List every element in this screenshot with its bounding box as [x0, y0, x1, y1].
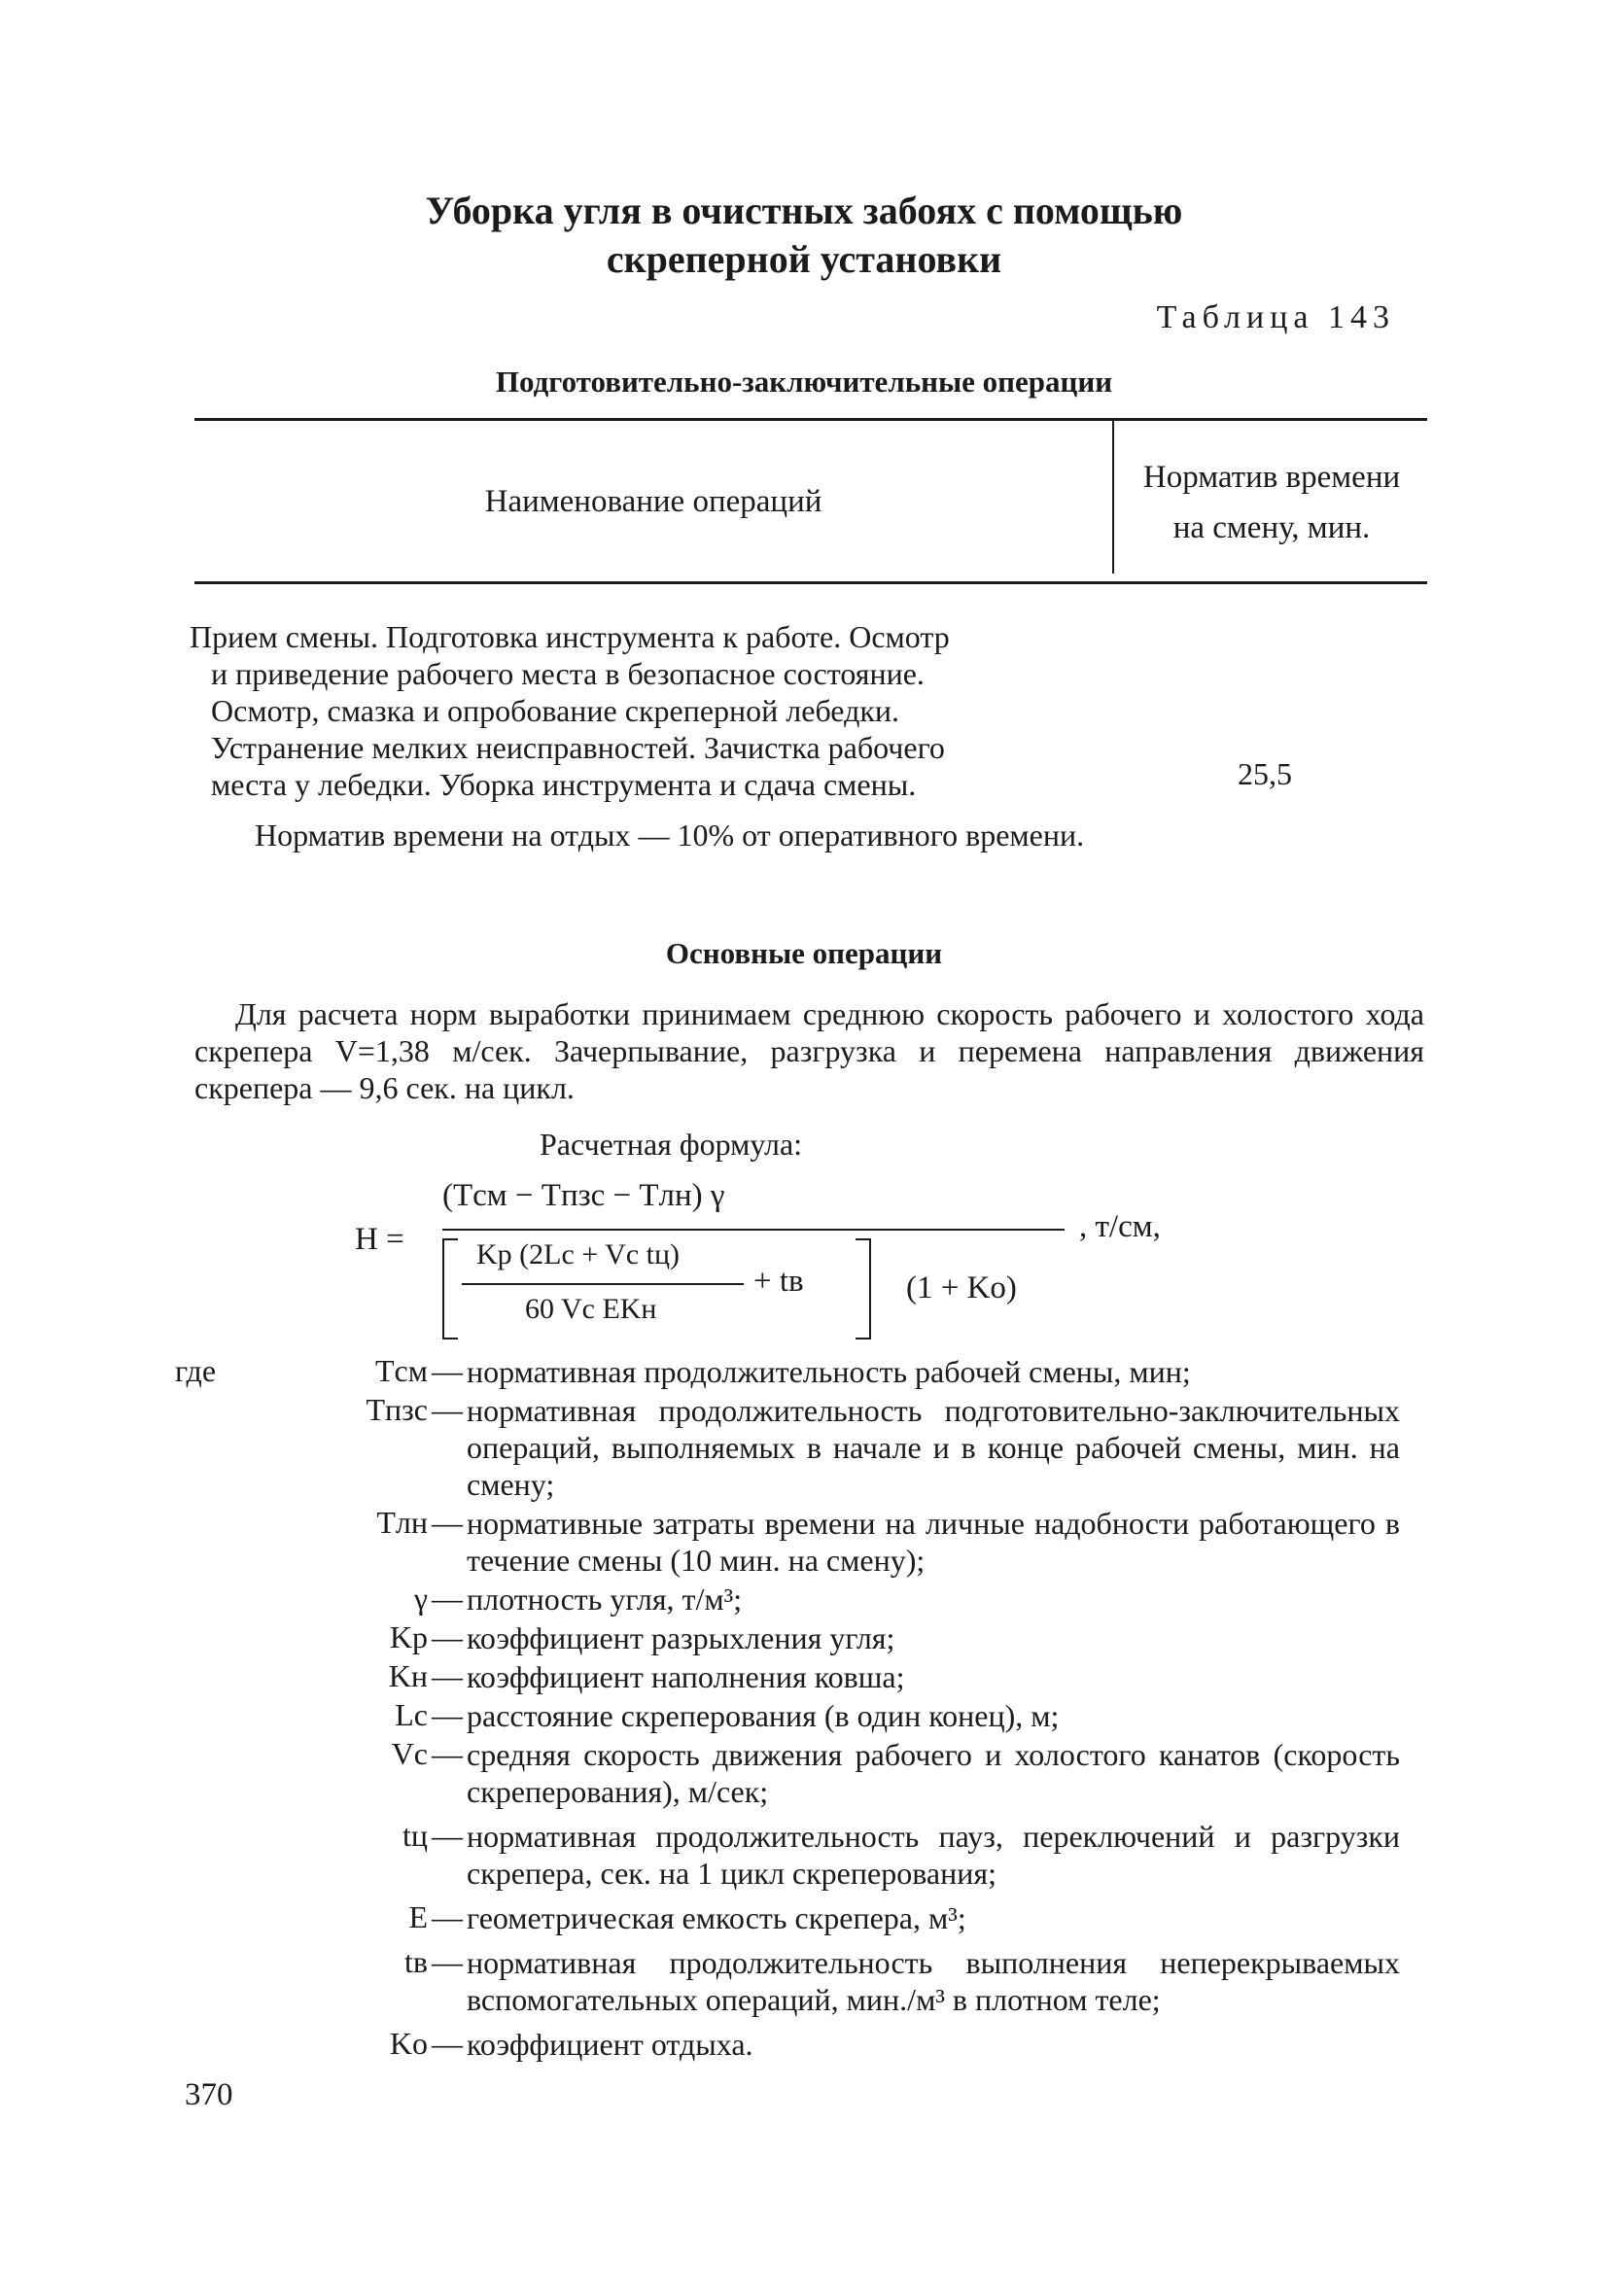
- legend-dash: —: [432, 2026, 463, 2061]
- legend-item: [311, 1899, 1429, 1936]
- legend-item: [311, 1505, 1429, 1579]
- legend-dash: —: [432, 1619, 463, 1654]
- legend-definition: нормативная продолжительность подготовительно-заключительных операций, выполняемых в начале и в конце рабочей смены, мин. на смену;: [467, 1393, 1400, 1502]
- legend-dash: —: [432, 1505, 463, 1540]
- legend-symbol: tв: [404, 1944, 428, 1979]
- page-title-line2: скреперной установки: [606, 237, 1002, 281]
- legend-symbol: tц: [402, 1818, 428, 1853]
- legend-symbol: Ko: [389, 2026, 428, 2061]
- rest-time-note: Норматив времени на отдых — 10% от оперативного времени.: [255, 818, 1085, 852]
- legend-item: [311, 2026, 1429, 2063]
- legend-definition: нормативная продолжительность рабочей смены, мин;: [467, 1354, 1191, 1389]
- column-header-operations: Наименование операций: [484, 484, 822, 519]
- legend-definition: расстояние скреперования (в один конец), м;: [467, 1698, 1060, 1733]
- legend-symbol: Tлн: [376, 1505, 428, 1540]
- right-bracket: [856, 1238, 871, 1339]
- formula-ko-factor: (1 + Ko): [906, 1270, 1017, 1305]
- legend-dash: —: [432, 1353, 463, 1388]
- legend-item: [311, 1736, 1429, 1810]
- row-norm-value: 25,5: [1238, 756, 1292, 791]
- legend-definition: коэффициент отдыха.: [467, 2027, 753, 2062]
- formula-lhs: H =: [355, 1222, 404, 1257]
- formula-main-fraction-bar: [442, 1229, 1065, 1231]
- table-header-rule: [194, 581, 1427, 584]
- legend-definition: нормативная продолжительность выполнения неперекрываемых вспомогательных операций, мин./м³ в плотном теле;: [467, 1945, 1400, 2017]
- column-header-norm-line1: Норматив времени: [1142, 460, 1401, 495]
- formula-inner-denominator: 60 Vc EKн: [525, 1293, 657, 1325]
- row-text-line: Устранение мелких неисправностей. Зачистка рабочего: [211, 730, 945, 765]
- formula-inner-fraction-bar: [462, 1283, 744, 1285]
- legend-symbol: Kн: [388, 1658, 428, 1693]
- column-header-norm-line2: на смену, мин.: [1172, 510, 1371, 545]
- table-label: Таблица 143: [1156, 299, 1395, 335]
- legend-definition: нормативная продолжительность пауз, переключений и разгрузки скрепера, сек. на 1 цикл скреперования;: [467, 1819, 1400, 1891]
- legend-dash: —: [432, 1697, 463, 1732]
- formula-numerator: (Tсм − Tпзс − Tлн) γ: [442, 1178, 725, 1213]
- legend-where: где: [175, 1353, 217, 1388]
- formula-plus-tv: + tв: [753, 1264, 804, 1299]
- formula-caption: Расчетная формула:: [540, 1127, 803, 1162]
- main-operations-paragraph: Для расчета норм выработки принимаем среднюю скорость рабочего и холостого хода скрепера V=1,38 м/сек. Зачерпывание, разгрузка и перемена направления движения скрепера — 9,6 сек. на цикл.: [194, 996, 1424, 1105]
- legend-symbol: Tпзс: [366, 1392, 428, 1427]
- legend-symbol: Tсм: [375, 1353, 428, 1388]
- legend-dash: —: [432, 1392, 463, 1427]
- legend-item: [311, 1353, 1429, 1390]
- legend-item: [311, 1818, 1429, 1892]
- legend-dash: —: [432, 1736, 463, 1771]
- legend-definition: нормативные затраты времени на личные надобности работающего в течение смены (10 мин. на смену);: [467, 1506, 1400, 1578]
- legend-item: [311, 1392, 1429, 1503]
- legend-item: [311, 1658, 1429, 1695]
- legend-dash: —: [432, 1899, 463, 1934]
- legend-definition: коэффициент наполнения ковша;: [467, 1659, 905, 1694]
- table-column-divider: [1112, 420, 1114, 574]
- formula-unit: , т/см,: [1079, 1209, 1161, 1244]
- legend-definition: коэффициент разрыхления угля;: [467, 1620, 895, 1655]
- row-text-line: Осмотр, смазка и опробование скреперной лебедки.: [211, 693, 900, 728]
- table-row-operations: [190, 618, 950, 803]
- legend-dash: —: [432, 1658, 463, 1693]
- table-top-rule: [194, 418, 1427, 421]
- legend-definition: геометрическая емкость скрепера, м³;: [467, 1900, 966, 1935]
- formula-inner-numerator: Kр (2Lc + Vc tц): [476, 1238, 681, 1270]
- legend-symbol: E: [408, 1899, 428, 1934]
- legend-dash: —: [432, 1818, 463, 1853]
- page-title-line1: Уборка угля в очистных забоях с помощью: [425, 189, 1183, 232]
- left-bracket: [442, 1238, 458, 1339]
- row-text-line: и приведение рабочего места в безопасное состояние.: [211, 656, 925, 691]
- row-text-line: Прием смены. Подготовка инструмента к работе. Осмотр: [190, 619, 950, 654]
- row-text-line: места у лебедки. Уборка инструмента и сдача смены.: [211, 767, 917, 802]
- legend-symbol: Kр: [389, 1619, 428, 1654]
- legend-item: [311, 1619, 1429, 1656]
- norm-formula: [355, 1178, 1230, 1343]
- legend-symbol: γ: [413, 1581, 428, 1616]
- legend-list: [311, 1353, 1429, 2063]
- legend-symbol: Lс: [395, 1697, 428, 1732]
- legend-item: [311, 1944, 1429, 2018]
- legend-dash: —: [432, 1581, 463, 1616]
- legend-definition: плотность угля, т/м³;: [467, 1582, 743, 1617]
- main-operations-heading: Основные операции: [665, 936, 943, 970]
- page-number: 370: [185, 2077, 233, 2112]
- legend-dash: —: [432, 1944, 463, 1979]
- legend-definition: средняя скорость движения рабочего и холостого канатов (скорость скреперования), м/сек;: [467, 1737, 1400, 1809]
- legend-symbol: Vс: [391, 1736, 428, 1771]
- legend-item: [311, 1697, 1429, 1734]
- section-subheading: Подготовительно-заключительные операции: [495, 365, 1113, 399]
- legend-item: [311, 1581, 1429, 1618]
